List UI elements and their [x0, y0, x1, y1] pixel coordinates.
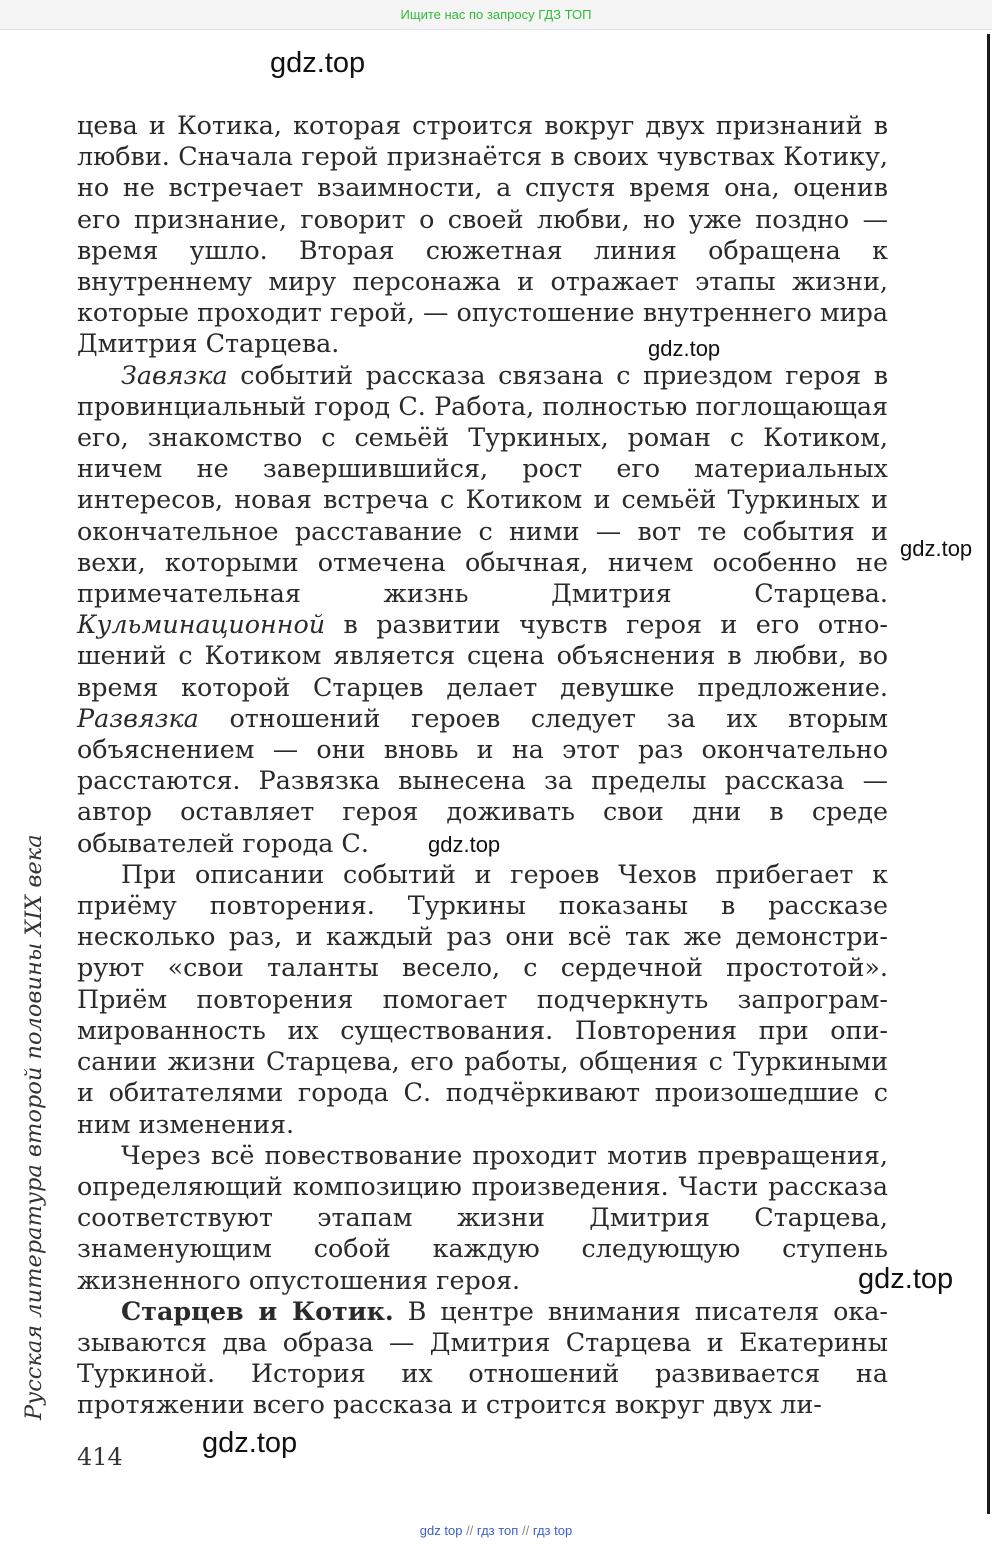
paragraph: Завязка событий рассказа связана с приездом героя в провинциальный город С. Работа, полностью поглощающая его, знакомство с семьёй Туркиных, роман с Котиком, ничем не завершившийся, рост его материальных интересов, новая встреча с Котиком и семьёй Туркиных и окончательное расставание с ними — вот те события и вехи, которыми отмечена обычная, ничем особенно не примечательная жизнь Дмитрия Старцева. Кульминационной в развитии чувств героя и его отношений с Котиком является сцена объяснения в любви, во время которой Старцев делает девушке предложение. Развязка отношений героев следует за их вторым объяснением — они вновь и на этот раз окончательно расстаются. Развязка вынесена за пределы рассказа — автор оставляет героя доживать свои дни в среде обывателей города С.: [77, 359, 888, 858]
watermark: gdz.top: [900, 536, 973, 561]
page-number: 414: [77, 1443, 123, 1471]
watermark: gdz.top: [858, 1263, 954, 1295]
watermark: gdz.top: [428, 832, 501, 857]
footer-links: [0, 1523, 992, 1538]
footer-link[interactable]: gdz top: [419, 1523, 463, 1538]
watermark: gdz.top: [648, 336, 721, 361]
term-italic: Развязка: [77, 702, 199, 733]
paragraph: Через всё повествование проходит мотив превращения, определяющий композицию произведения. Части рассказа соответствуют этапам жизни Дмитрия Старцева, знаменующим собой каждую следующую ступень жизненного опустошения героя.: [77, 1139, 888, 1295]
paragraph: При описании событий и героев Чехов прибегает к приёму повторения. Туркины показаны в рассказе несколько раз, и каждый раз они всё так же демонстрируют «свои таланты весело, с сердечной простотой». Приём повторения помогает подчеркнуть запрограммированность их существования. Повторения при описании жизни Старцева, его работы, общения с Туркиными и обитателями города С. подчёркивают произошедшие с ним изменения.: [77, 858, 888, 1139]
footer-link[interactable]: гдз топ: [476, 1523, 519, 1538]
paragraph: Старцев и Котик. В центре внимания писателя оказываются два образа — Дмитрия Старцева и Екатерины Туркиной. История их отношений развивается на протяжении всего рассказа и строится вокруг двух ли-: [77, 1295, 888, 1420]
watermark: gdz.top: [202, 1427, 298, 1459]
section-caption-vertical: Русская литература второй половины XIX века: [21, 834, 47, 1420]
footer-link[interactable]: гдз top: [532, 1523, 573, 1538]
watermark: gdz.top: [270, 47, 366, 79]
term-italic: Кульминационной: [77, 609, 326, 640]
section-heading-inline: Старцев и Котик.: [121, 1295, 394, 1326]
footer-separator: //: [466, 1523, 474, 1538]
footer-separator: //: [521, 1523, 530, 1538]
right-edge-rule: [987, 34, 990, 1514]
paragraph: цева и Котика, которая строится вокруг двух признаний в любви. Сначала герой признаётся в своих чувствах Котику, но не встречает взаимности, а спустя время она, оценив его признание, говорит о своей любви, но уже поздно — время ушло. Вторая сюжетная линия обращена к внутреннему миру персонажа и отражает этапы жизни, которые проходит герой, — опустошение внутреннего мира Дмитрия Старцева.: [77, 110, 888, 359]
page-body: [77, 110, 888, 1421]
top-banner[interactable]: Ищите нас по запросу ГДЗ ТОП: [0, 0, 992, 30]
term-italic: Завязка: [121, 359, 228, 390]
